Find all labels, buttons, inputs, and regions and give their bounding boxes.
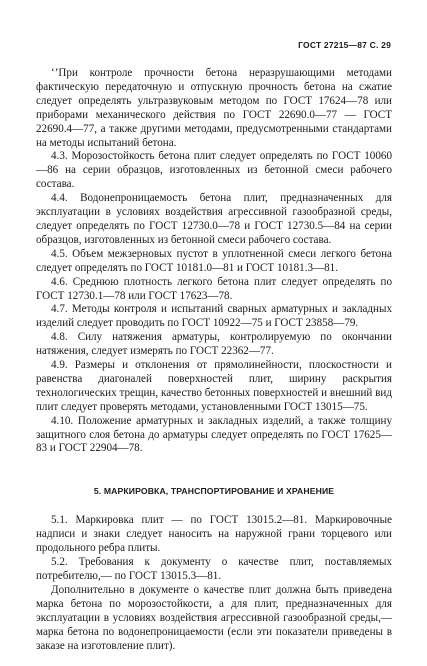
paragraph-4-2-continued: ‘’При контроле прочности бетона неразрушающими методами фактическую передаточную и отпускную прочность бетона на сжатие следует определять ультразвуковым методом по ГОСТ 17624—78 или приборами механического действия по ГОСТ 22690.0—77 — ГОСТ 22690.4—77, а также другими методами, предусмотренными стандартами на методы испытаний бетона. xyxy=(36,67,392,149)
section-5-heading: 5. МАРКИРОВКА, ТРАНСПОРТИРОВАНИЕ И ХРАНЕНИЕ xyxy=(93,486,335,497)
paragraph-5-1: 5.1. Маркировка плит — по ГОСТ 13015.2—81. Маркировочные надписи и знаки следует наносить на наружной грани торцевого или продольного ребра плиты. xyxy=(36,514,392,555)
paragraph-4-4: 4.4. Водонепроницаемость бетона плит, предназначенных для эксплуатации в условиях воздействия агрессивной газообразной среды, следует определять по ГОСТ 12730.0—78 и ГОСТ 12730.5—84 на серии образцов, изготовленных из бетонной смеси рабочего состава. xyxy=(36,192,392,246)
paragraph-4-6: 4.6. Среднюю плотность легкого бетона плит следует определять по ГОСТ 12730.1—78 или ГОСТ 17623—78. xyxy=(36,275,392,302)
paragraph-4-5: 4.5. Объем межзерновых пустот в уплотненной смеси легкого бетона следует определять по ГОСТ 10181.0—81 и ГОСТ 10181.3—81. xyxy=(36,247,392,274)
page-header: ГОСТ 27215—87 С. 29 xyxy=(298,40,391,50)
document-body xyxy=(36,67,392,653)
paragraph-5-2-additional: Дополнительно в документе о качестве плит должна быть приведена марка бетона по морозостойкости, а для плит, предназначенных для эксплуатации в условиях воздействия агрессивной газообразной среды,— марка бетона по водонепроницаемости (если эти показатели приведены в заказе на изготовление плит). xyxy=(36,583,392,652)
paragraph-4-10: 4.10. Положение арматурных и закладных изделий, а также толщину защитного слоя бетона до арматуры следует определять по ГОСТ 17625—83 и ГОСТ 22904—78. xyxy=(36,414,392,455)
paragraph-4-3: 4.3. Морозостойкость бетона плит следует определять по ГОСТ 10060—86 на серии образцов, изготовленных из бетонной смеси рабочего состава. xyxy=(36,150,392,191)
paragraph-5-2: 5.2. Требования к документу о качестве плит, поставляемых потребителю,— по ГОСТ 13015.3—81. xyxy=(36,556,392,582)
paragraph-4-9: 4.9. Размеры и отклонения от прямолинейности, плоскостности и равенства диагоналей поверхностей плит, ширину раскрытия технологических трещин, качество бетонных поверхностей и внешний вид плит следует проверять методами, установленными ГОСТ 13015—75. xyxy=(36,359,392,413)
paragraph-4-8: 4.8. Силу натяжения арматуры, контролируемую по окончании натяжения, следует измерять по ГОСТ 22362—77. xyxy=(36,331,392,358)
paragraph-4-7: 4.7. Методы контроля и испытаний сварных арматурных и закладных изделий следует проводить по ГОСТ 10922—75 и ГОСТ 23858—79. xyxy=(36,303,392,330)
